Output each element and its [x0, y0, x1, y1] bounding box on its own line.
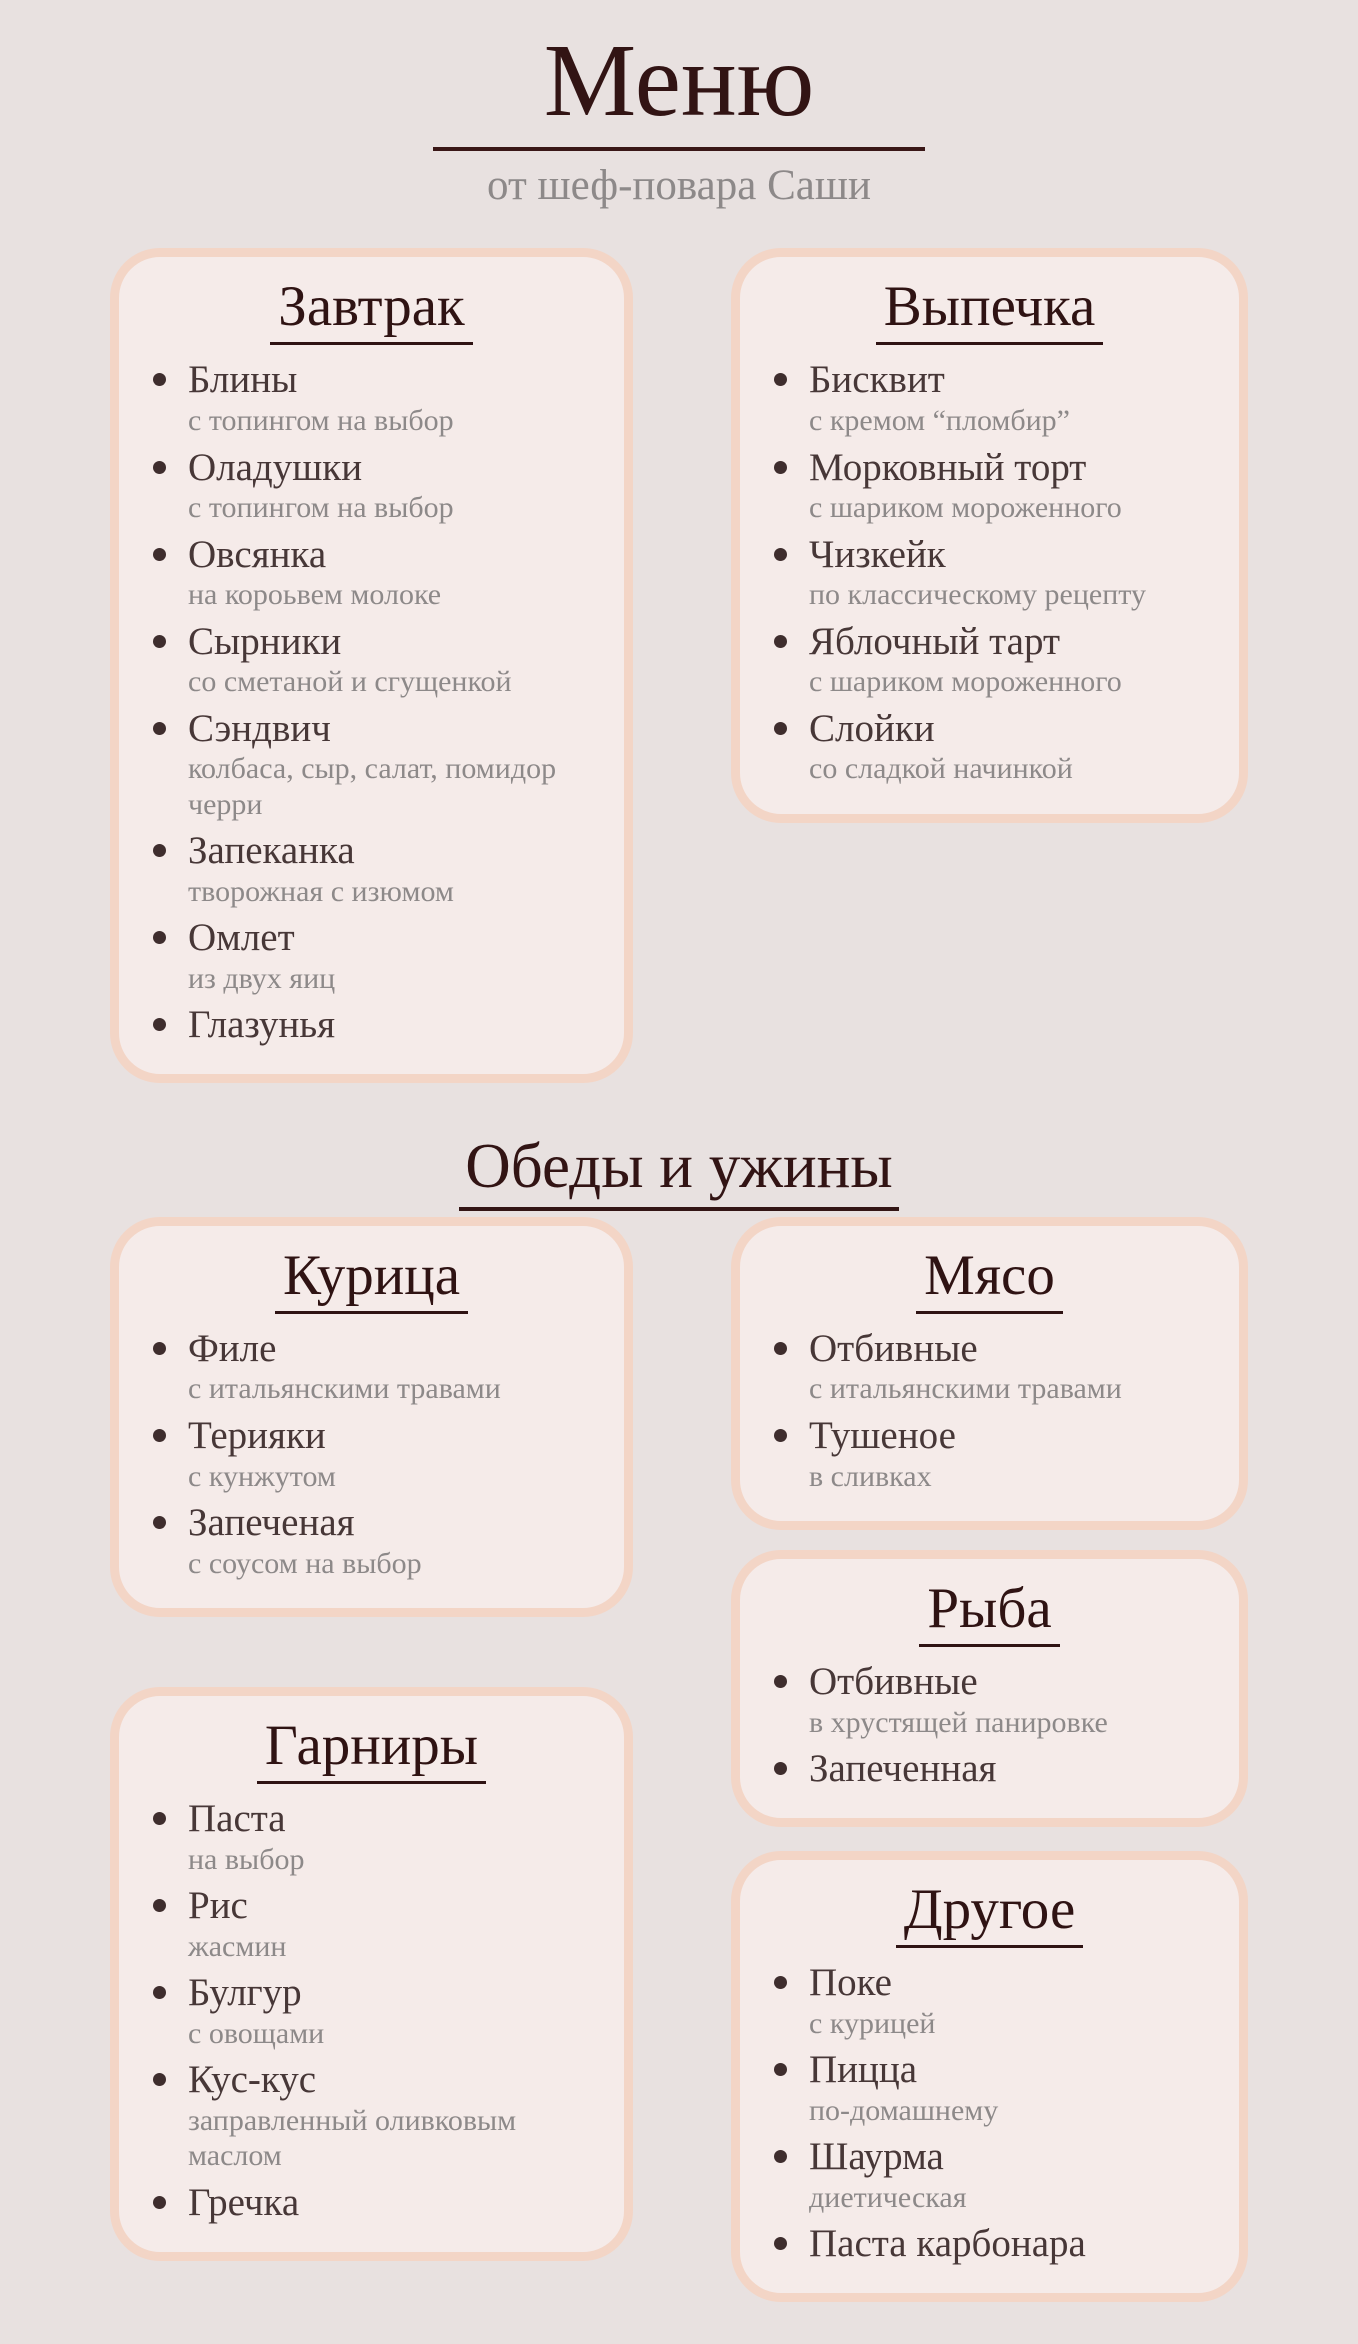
menu-item [153, 1327, 598, 1407]
menu-item-desc: с топингом на выбор [188, 491, 454, 525]
menu-item-body [809, 1660, 1108, 1740]
bullet-icon [153, 1986, 166, 1999]
bullet-icon [153, 373, 166, 386]
card-other [731, 1851, 1248, 2302]
menu-item [153, 2058, 598, 2173]
menu-item [774, 2048, 1213, 2128]
menu-item-desc: в хрустящей панировке [809, 1705, 1108, 1739]
card-pastry-items [766, 358, 1213, 786]
section-heading-text: Обеды и ужины [459, 1131, 898, 1211]
card-pastry-title [766, 271, 1213, 342]
bullet-icon [774, 2237, 787, 2250]
menu-item-body [188, 533, 441, 613]
menu-item-desc: с курицей [809, 2006, 936, 2040]
menu-item [774, 1961, 1213, 2041]
menu-item-desc: по-домашнему [809, 2093, 999, 2127]
bullet-icon [153, 722, 166, 735]
menu-item-name: Яблочный тарт [809, 619, 1061, 663]
menu-item [153, 1414, 598, 1494]
columns-row-1 [0, 248, 1358, 1083]
menu-item-desc: со сладкой начинкой [809, 752, 1073, 786]
bullet-icon [153, 548, 166, 561]
card-sides-title [145, 1710, 598, 1781]
card-pastry-title-text: Выпечка [876, 275, 1104, 345]
menu-item-name: Омлет [188, 916, 295, 960]
menu-item-name: Паста [188, 1797, 286, 1841]
bullet-icon [774, 1342, 787, 1355]
menu-item-name: Поке [809, 1961, 892, 2005]
bullet-icon [774, 2063, 787, 2076]
card-chicken-title-text: Курица [275, 1244, 468, 1314]
card-chicken [110, 1217, 633, 1617]
card-fish-items [766, 1660, 1213, 1791]
menu-item-name: Запеченная [809, 1747, 997, 1791]
menu-item-name: Булгур [188, 1971, 302, 2015]
bullet-icon [774, 1762, 787, 1775]
menu-item-name: Шаурма [809, 2135, 944, 2179]
menu-item-desc: с овощами [188, 2017, 325, 2051]
menu-item-desc: жасмин [188, 1929, 287, 1963]
menu-item [774, 533, 1213, 613]
menu-item-desc: на выбор [188, 1842, 305, 1876]
card-other-title [766, 1874, 1213, 1945]
menu-item-body [188, 1501, 422, 1581]
card-chicken-items [145, 1327, 598, 1581]
card-breakfast-title [145, 271, 598, 342]
menu-item-desc: на короьвем молоке [188, 578, 442, 612]
card-fish-title [766, 1573, 1213, 1644]
menu-item [153, 916, 598, 996]
bullet-icon [153, 844, 166, 857]
column-left [110, 248, 633, 1083]
menu-item-desc: с шариком мороженного [809, 491, 1122, 525]
menu-item-name: Филе [188, 1326, 277, 1370]
menu-item-name: Слойки [809, 706, 935, 750]
menu-item [153, 2181, 598, 2225]
menu-item-desc: с топингом на выбор [188, 404, 454, 438]
card-breakfast-items [145, 358, 598, 1047]
menu-item-name: Запеченая [188, 1500, 355, 1544]
menu-item [774, 446, 1213, 526]
card-breakfast-title-text: Завтрак [270, 275, 472, 345]
column-right [731, 1217, 1248, 2302]
menu-item-body [809, 1327, 1122, 1407]
menu-item-body [809, 1747, 996, 1791]
bullet-icon [153, 461, 166, 474]
menu-item-name: Бисквит [809, 358, 945, 402]
card-meat-title [766, 1240, 1213, 1311]
card-other-items [766, 1961, 1213, 2266]
menu-item-body [188, 446, 454, 526]
menu-item-body [809, 2222, 1086, 2266]
menu-item-name: Пицца [809, 2048, 918, 2092]
bullet-icon [774, 722, 787, 735]
menu-item-body [188, 707, 598, 822]
menu-item-body [188, 1971, 324, 2051]
menu-item-body [188, 620, 512, 700]
menu-item-body [188, 1884, 286, 1964]
menu-item-name: Кус-кус [188, 2058, 317, 2102]
menu-item-body [809, 707, 1073, 787]
page-title: Меню [543, 23, 815, 138]
menu-item-desc: колбаса, сыр, салат, помидор черри [188, 752, 557, 821]
bullet-icon [153, 2073, 166, 2086]
bullet-icon [153, 1899, 166, 1912]
menu-item-desc: заправленный оливковым маслом [188, 2104, 517, 2173]
menu-item-desc: в сливках [809, 1459, 932, 1493]
card-meat-items [766, 1327, 1213, 1494]
bullet-icon [774, 548, 787, 561]
menu-item [774, 358, 1213, 438]
bullet-icon [774, 635, 787, 648]
menu-item [153, 446, 598, 526]
menu-item [153, 620, 598, 700]
menu-item-body [809, 533, 1146, 613]
menu-item-body [188, 1797, 304, 1877]
menu-item-desc: с соусом на выбор [188, 1546, 422, 1580]
menu-item-body [188, 1414, 336, 1494]
menu-item [774, 1747, 1213, 1791]
card-breakfast [110, 248, 633, 1083]
menu-item [153, 829, 598, 909]
menu-item-name: Паста карбонара [809, 2222, 1086, 2266]
columns-row-2 [0, 1217, 1358, 2302]
menu-item-body [188, 2058, 598, 2173]
menu-item [774, 2135, 1213, 2215]
menu-item [153, 1501, 598, 1581]
menu-item-desc: диетическая [809, 2180, 967, 2214]
bullet-icon [774, 1976, 787, 1989]
bullet-icon [774, 1675, 787, 1688]
menu-item-body [809, 620, 1122, 700]
menu-item-body [188, 829, 454, 909]
menu-item-name: Чизкейк [809, 532, 946, 576]
menu-item-name: Рис [188, 1884, 248, 1928]
menu-item [774, 1327, 1213, 1407]
bullet-icon [153, 1429, 166, 1442]
menu-item-desc: по классическому рецепту [809, 578, 1146, 612]
menu-item [774, 620, 1213, 700]
menu-item-body [188, 1003, 335, 1047]
menu-item [153, 1003, 598, 1047]
column-left [110, 1217, 633, 2261]
menu-item [774, 707, 1213, 787]
bullet-icon [153, 931, 166, 944]
menu-item-name: Оладушки [188, 445, 363, 489]
menu-item-desc: творожная с изюмом [188, 874, 454, 908]
menu-item-name: Морковный торт [809, 445, 1087, 489]
menu-item-desc: с итальянскими травами [809, 1372, 1122, 1406]
bullet-icon [153, 1812, 166, 1825]
menu-item [774, 1660, 1213, 1740]
card-fish-title-text: Рыба [919, 1577, 1059, 1647]
menu-item [153, 1797, 598, 1877]
menu-item-body [809, 1961, 935, 2041]
menu-item [153, 1884, 598, 1964]
card-meat-title-text: Мясо [916, 1244, 1063, 1314]
menu-item-name: Терияки [188, 1413, 326, 1457]
section-heading-lunch-dinner [0, 1129, 1358, 1205]
menu-item-desc: со сметаной и сгущенкой [188, 665, 512, 699]
menu-item-name: Овсянка [188, 532, 327, 576]
menu-item-body [188, 358, 454, 438]
menu-item [153, 1971, 598, 2051]
menu-item-name: Блины [188, 358, 298, 402]
menu-item-body [188, 1327, 501, 1407]
menu-item [153, 533, 598, 613]
menu-item-name: Запеканка [188, 829, 355, 873]
menu-item [774, 2222, 1213, 2266]
bullet-icon [153, 1516, 166, 1529]
menu-item-name: Тушеное [809, 1413, 956, 1457]
menu-item-desc: с кунжутом [188, 1459, 336, 1493]
menu-item-body [809, 2135, 967, 2215]
menu-item-name: Отбивные [809, 1660, 978, 1704]
card-pastry [731, 248, 1248, 823]
menu-item-body [809, 1414, 956, 1494]
menu-item-name: Глазунья [188, 1003, 336, 1047]
card-other-title-text: Другое [896, 1878, 1084, 1948]
menu-item-name: Сэндвич [188, 706, 331, 750]
menu-item [774, 1414, 1213, 1494]
card-chicken-title [145, 1240, 598, 1311]
menu-item-name: Отбивные [809, 1326, 978, 1370]
menu-item [153, 358, 598, 438]
page-subtitle: от шеф-повара Саши [487, 162, 871, 210]
bullet-icon [774, 2150, 787, 2163]
bullet-icon [153, 1018, 166, 1031]
bullet-icon [774, 461, 787, 474]
bullet-icon [153, 1342, 166, 1355]
card-sides-title-text: Гарниры [257, 1714, 486, 1784]
card-sides-items [145, 1797, 598, 2224]
menu-item [153, 707, 598, 822]
bullet-icon [774, 1429, 787, 1442]
menu-item-body [809, 446, 1122, 526]
bullet-icon [774, 373, 787, 386]
menu-item-body [809, 358, 1070, 438]
menu-item-body [188, 2181, 299, 2225]
menu-item-desc: с итальянскими травами [188, 1372, 501, 1406]
card-sides [110, 1687, 633, 2261]
menu-item-body [188, 916, 335, 996]
menu-item-name: Сырники [188, 619, 342, 663]
menu-item-desc: с шариком мороженного [809, 665, 1122, 699]
bullet-icon [153, 635, 166, 648]
menu-item-name: Гречка [188, 2180, 300, 2224]
title-underline [433, 147, 925, 151]
menu-item-desc: с кремом “пломбир” [809, 404, 1070, 438]
menu-item-desc: из двух яиц [188, 961, 336, 995]
bullet-icon [153, 2196, 166, 2209]
column-right [731, 248, 1248, 823]
menu-item-body [809, 2048, 998, 2128]
card-fish [731, 1550, 1248, 1827]
card-meat [731, 1217, 1248, 1530]
